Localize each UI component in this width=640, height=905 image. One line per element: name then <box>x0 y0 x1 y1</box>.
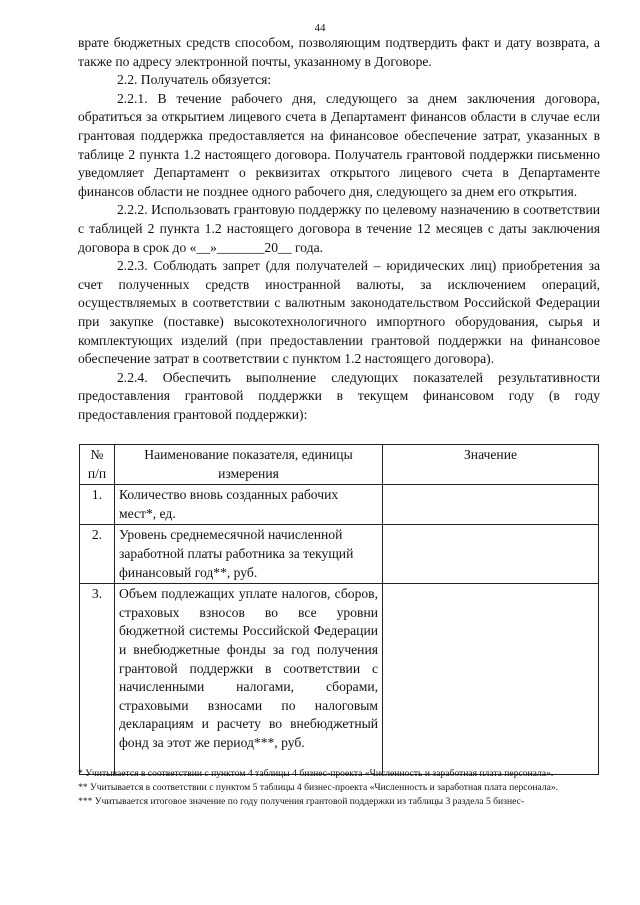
row-name: Уровень среднемесячной начисленной заработной платы работника за текущий финансовый год**, руб. <box>115 525 383 584</box>
paragraph-continuation: врате бюджетных средств способом, позволяющим подтвердить факт и дату возврата, а также по адресу электронной почты, указанному в Договоре. <box>78 35 600 69</box>
table-row <box>80 525 599 584</box>
table-header-row <box>80 445 599 485</box>
row-value <box>383 584 599 775</box>
clause-2-2-2: 2.2.2. Использовать грантовую поддержку по целевому назначению в соответствии с таблицей 2 пункта 1.2 настоящего договора в течение 12 месяцев с даты заключения договора в срок до «__»_______20__ года. <box>78 202 600 255</box>
row-name: Объем подлежащих уплате налогов, сборов, страховых взносов во все уровни бюджетной системы Российской Федерации и внебюджетные фонды за год получения грантовой поддержки в соответствии с начисленными налогами, сборами, страховыми взносами по налоговым декларациям и расчету во внебюджетный фонд за этот же период***, руб. <box>115 584 383 775</box>
clause-2-2-3: 2.2.3. Соблюдать запрет (для получателей – юридических лиц) приобретения за счет полученных средств иностранной валюты, за исключением операций, осуществляемых в соответствии с валютным законодательством Российской Федерации при закупке (поставке) высокотехнологичного импортного оборудования, сырья и комплектующих изделий (при предоставлении грантовой поддержки на финансовое обеспечение затрат в соответствии с пунктом 1.2 настоящего договора). <box>78 258 600 367</box>
table-row <box>80 584 599 775</box>
indicators-table <box>79 444 599 775</box>
header-num: № п/п <box>80 445 115 485</box>
header-value: Значение <box>383 445 599 485</box>
footnotes <box>78 767 600 808</box>
row-value <box>383 525 599 584</box>
footnote-1: * Учитывается в соответствии с пунктом 4 таблицы 4 бизнес-проекта «Численность и заработная плата персонала». <box>78 768 554 779</box>
clause-2-2-4: 2.2.4. Обеспечить выполнение следующих показателей результативности предоставления грантовой поддержки в текущем финансовом году (в году предоставления грантовой поддержки): <box>78 369 600 422</box>
table-row <box>80 485 599 525</box>
clause-2-2: 2.2. Получатель обязуется: <box>117 72 272 88</box>
row-value <box>383 485 599 525</box>
footnote-2: ** Учитывается в соответствии с пунктом 5 таблицы 4 бизнес-проекта «Численность и заработная плата персонала». <box>78 781 559 793</box>
row-num: 2. <box>80 525 115 584</box>
document-body <box>78 34 600 424</box>
page-number: 44 <box>314 22 326 34</box>
clause-2-2-1: 2.2.1. В течение рабочего дня, следующего за днем заключения договора, обратиться за открытием лицевого счета в Департамент финансов области в случае если грантовая поддержка предоставляется на финансовое обеспечение затрат, указанных в таблице 2 пункта 1.2 настоящего договора. Получатель грантовой поддержки письменно уведомляет Департамент о реквизитах открытого лицевого счета в Департаменте финансов области не позднее одного рабочего дня, следующего за днем его открытия. <box>78 90 600 199</box>
header-name: Наименование показателя, единицы измерения <box>115 445 383 485</box>
row-num: 3. <box>80 584 115 775</box>
row-name: Количество вновь созданных рабочих мест*, ед. <box>115 485 383 525</box>
footnote-3: *** Учитывается итоговое значение по году получения грантовой поддержки из таблицы 3 раздела 5 бизнес- <box>78 795 525 807</box>
row-num: 1. <box>80 485 115 525</box>
